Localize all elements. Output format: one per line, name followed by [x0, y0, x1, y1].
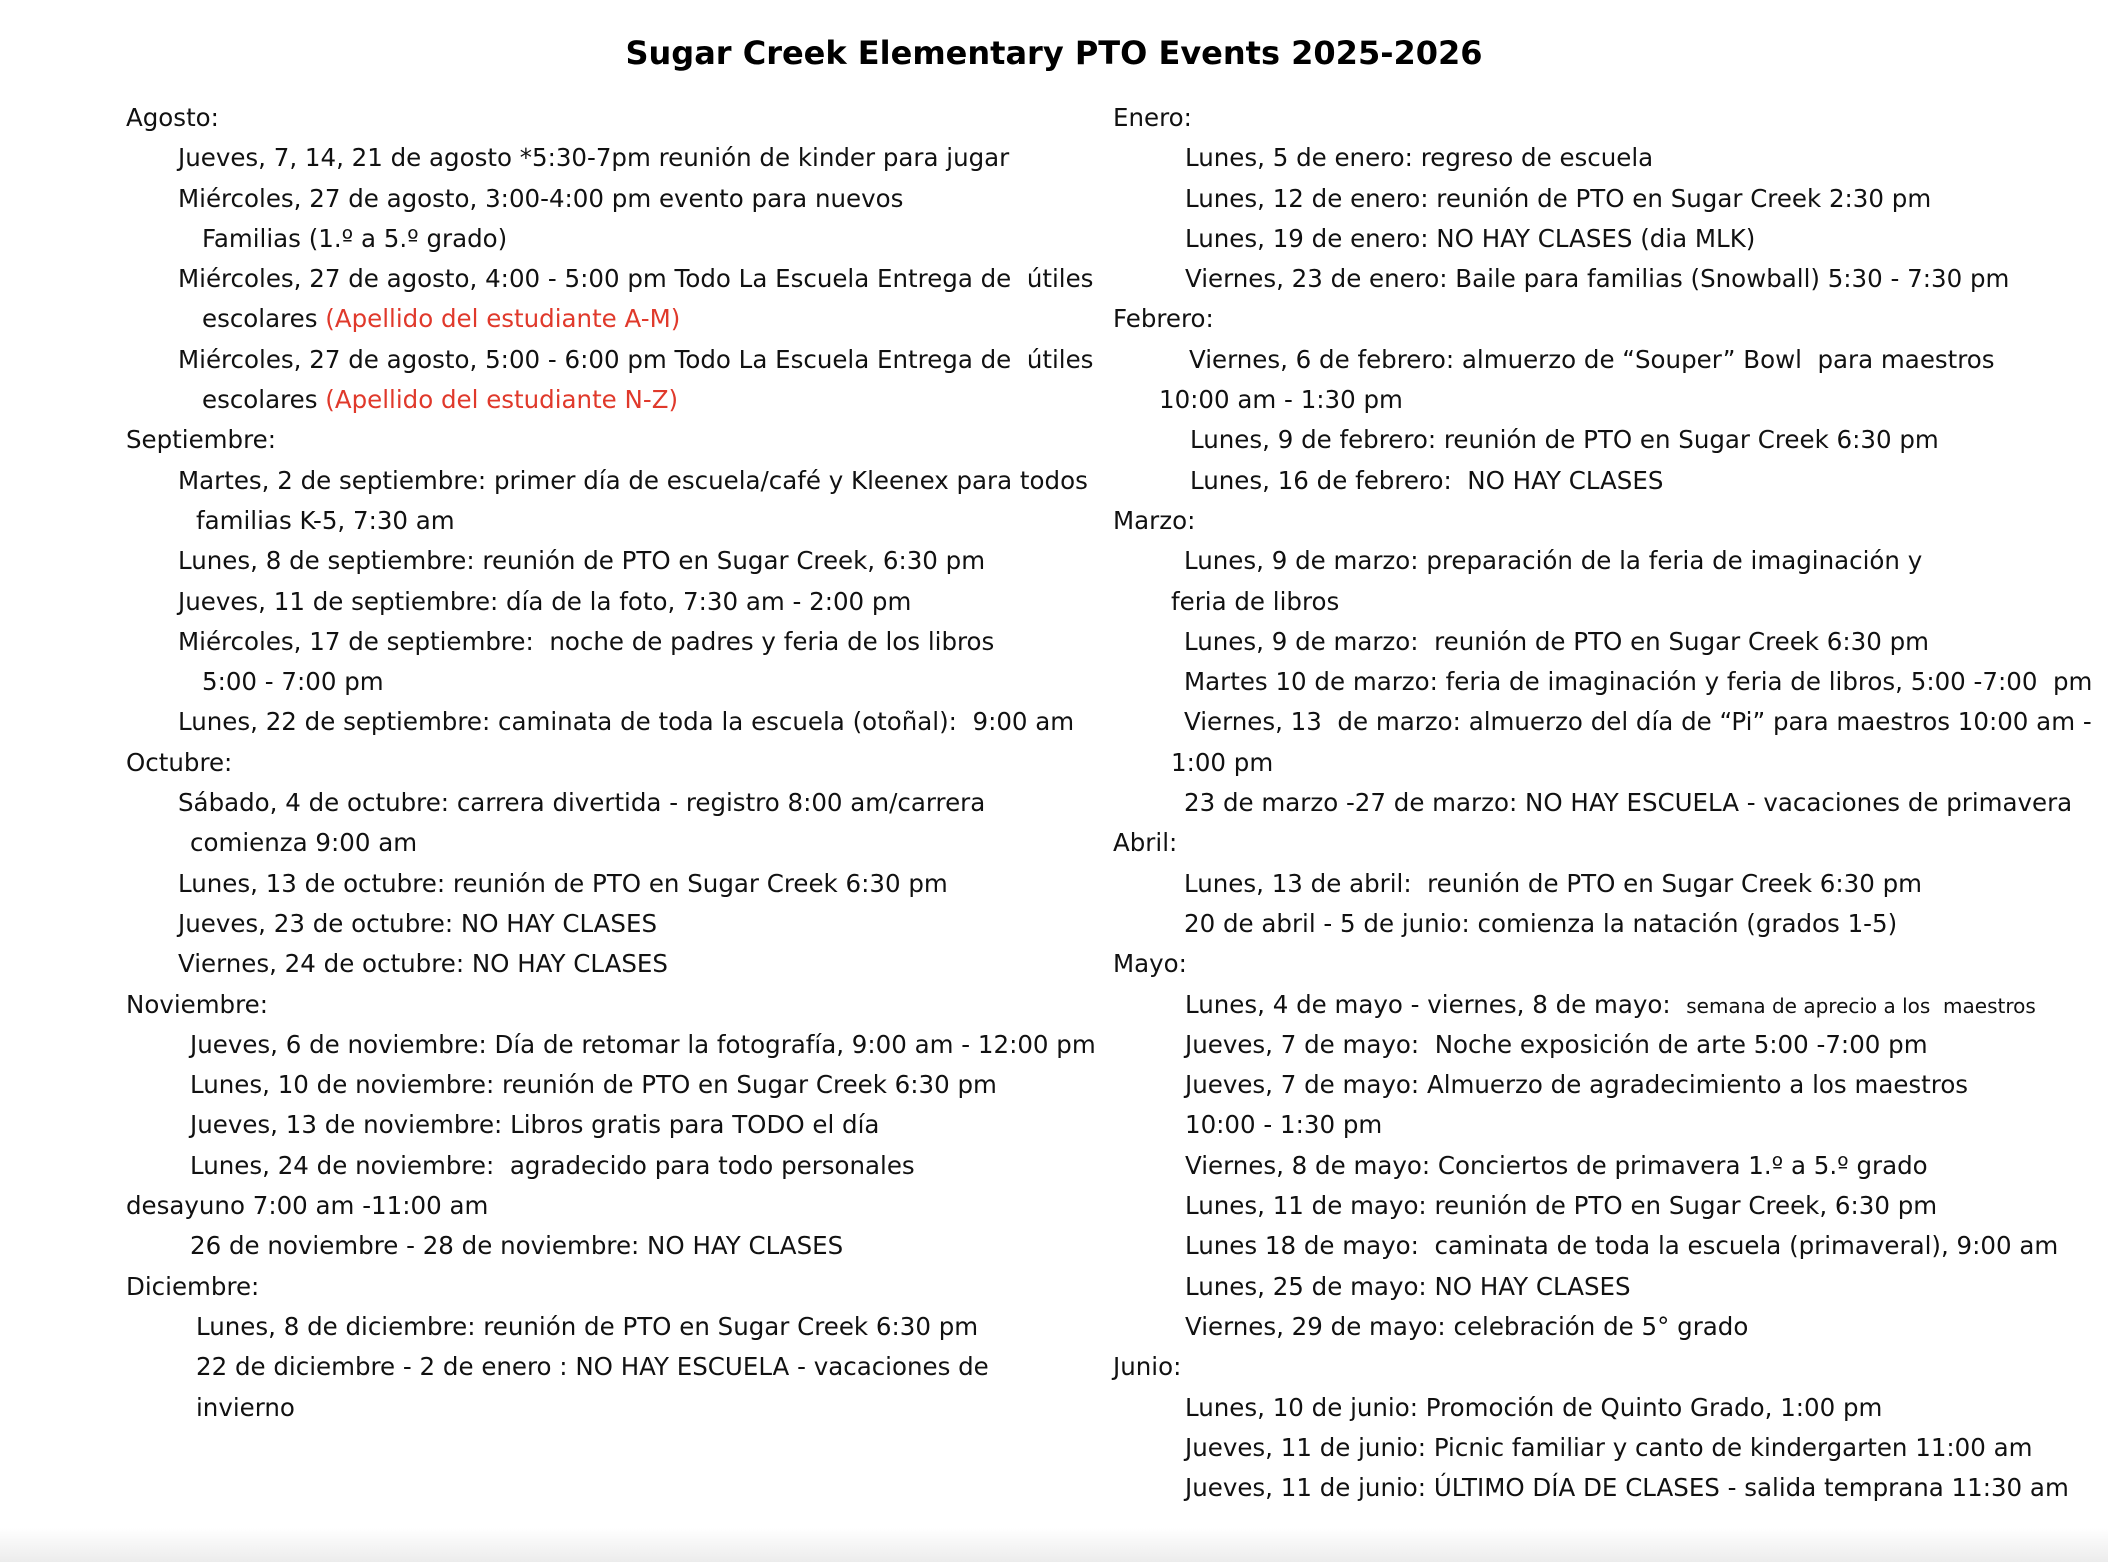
event-item-continuation: feria de libros: [1171, 586, 1340, 616]
event-item-continuation: 1:00 pm: [1171, 747, 1274, 777]
event-item: Miércoles, 27 de agosto, 5:00 - 6:00 pm Todo La Escuela Entrega de útiles: [178, 344, 1094, 374]
event-item: 22 de diciembre - 2 de enero : NO HAY ESCUELA - vacaciones de: [196, 1352, 989, 1382]
left-column: [126, 98, 1096, 1428]
event-item: Lunes 18 de mayo: caminata de toda la escuela (primaveral), 9:00 am: [1185, 1231, 2059, 1261]
event-item: Lunes, 16 de febrero: NO HAY CLASES: [1190, 465, 1664, 495]
event-item: 23 de marzo -27 de marzo: NO HAY ESCUELA - vacaciones de primavera: [1184, 788, 2073, 818]
event-item: Viernes, 13 de marzo: almuerzo del día de “Pi” para maestros 10:00 am -: [1184, 707, 2092, 737]
event-item: Miércoles, 17 de septiembre: noche de padres y feria de los libros: [178, 626, 995, 656]
event-item: Martes, 2 de septiembre: primer día de escuela/café y Kleenex para todos: [178, 465, 1088, 495]
event-item: Viernes, 8 de mayo: Conciertos de primavera 1.º a 5.º grado: [1185, 1150, 1928, 1180]
event-item: Jueves, 11 de septiembre: día de la foto, 7:30 am - 2:00 pm: [178, 586, 912, 616]
event-item: Lunes, 5 de enero: regreso de escuela: [1185, 143, 1654, 173]
event-item-continuation: Familias (1.º a 5.º grado): [202, 223, 508, 253]
highlight-text: (Apellido del estudiante N-Z): [325, 385, 679, 415]
event-item: Lunes, 24 de noviembre: agradecido para todo personales: [190, 1150, 915, 1180]
event-item-continuation: 5:00 - 7:00 pm: [202, 667, 384, 697]
event-item: Lunes, 13 de abril: reunión de PTO en Sugar Creek 6:30 pm: [1184, 868, 1923, 898]
event-item: Lunes, 25 de mayo: NO HAY CLASES: [1185, 1271, 1631, 1301]
month-heading-octubre: Octubre:: [126, 747, 233, 777]
event-item-continuation: [126, 299, 1086, 339]
viewer-bottom-edge: [0, 1528, 2108, 1562]
event-item: Lunes, 13 de octubre: reunión de PTO en Sugar Creek 6:30 pm: [178, 868, 948, 898]
event-item: Jueves, 6 de noviembre: Día de retomar la fotografía, 9:00 am - 12:00 pm: [190, 1029, 1096, 1059]
event-item: Lunes, 8 de diciembre: reunión de PTO en Sugar Creek 6:30 pm: [196, 1311, 979, 1341]
event-item: Viernes, 24 de octubre: NO HAY CLASES: [178, 949, 668, 979]
event-item: Jueves, 11 de junio: ÚLTIMO DÍA DE CLASES - salida temprana 11:30 am: [1185, 1473, 2069, 1503]
event-item: Jueves, 7, 14, 21 de agosto *5:30-7pm reunión de kinder para jugar: [178, 143, 1010, 173]
month-heading-mayo: Mayo:: [1113, 949, 1187, 979]
event-item: Jueves, 7 de mayo: Almuerzo de agradecimiento a los maestros: [1185, 1070, 1969, 1100]
event-item: Lunes, 11 de mayo: reunión de PTO en Sugar Creek, 6:30 pm: [1185, 1191, 1938, 1221]
event-item: Viernes, 23 de enero: Baile para familias (Snowball) 5:30 - 7:30 pm: [1185, 264, 2010, 294]
event-item-continuation: familias K-5, 7:30 am: [196, 505, 455, 535]
event-item: Viernes, 6 de febrero: almuerzo de “Souper” Bowl para maestros: [1189, 344, 1995, 374]
event-item: Lunes, 9 de febrero: reunión de PTO en Sugar Creek 6:30 pm: [1190, 425, 1939, 455]
event-item: Lunes, 12 de enero: reunión de PTO en Sugar Creek 2:30 pm: [1185, 183, 1932, 213]
month-heading-diciembre: Diciembre:: [126, 1271, 260, 1301]
event-text: escolares: [202, 385, 326, 415]
month-heading-noviembre: Noviembre:: [126, 989, 268, 1019]
event-text: escolares: [202, 304, 326, 334]
event-item: [1113, 985, 2098, 1025]
event-item: Miércoles, 27 de agosto, 4:00 - 5:00 pm Todo La Escuela Entrega de útiles: [178, 264, 1094, 294]
event-item: Lunes, 22 de septiembre: caminata de toda la escuela (otoñal): 9:00 am: [178, 707, 1075, 737]
right-column: [1113, 98, 2098, 1508]
event-item: 26 de noviembre - 28 de noviembre: NO HAY CLASES: [190, 1231, 844, 1261]
event-item: Lunes, 10 de junio: Promoción de Quinto Grado, 1:00 pm: [1185, 1392, 1883, 1422]
event-item: Jueves, 11 de junio: Picnic familiar y canto de kindergarten 11:00 am: [1185, 1432, 2033, 1462]
month-heading-marzo: Marzo:: [1113, 505, 1196, 535]
event-item: Lunes, 8 de septiembre: reunión de PTO en Sugar Creek, 6:30 pm: [178, 546, 986, 576]
event-item-continuation: desayuno 7:00 am -11:00 am: [126, 1191, 489, 1221]
event-item-continuation: invierno: [196, 1392, 295, 1422]
month-heading-junio: Junio:: [1113, 1352, 1182, 1382]
event-item: Jueves, 13 de noviembre: Libros gratis para TODO el día: [190, 1110, 880, 1140]
month-heading-abril: Abril:: [1113, 828, 1178, 858]
event-item-continuation: comienza 9:00 am: [190, 828, 418, 858]
event-item: Miércoles, 27 de agosto, 3:00-4:00 pm evento para nuevos: [178, 183, 904, 213]
event-item: Lunes, 10 de noviembre: reunión de PTO en Sugar Creek 6:30 pm: [190, 1070, 997, 1100]
month-heading-septiembre: Septiembre:: [126, 425, 276, 455]
event-item: Sábado, 4 de octubre: carrera divertida - registro 8:00 am/carrera: [178, 788, 986, 818]
event-item-continuation: [126, 380, 1086, 420]
event-item: Lunes, 9 de marzo: reunión de PTO en Sugar Creek 6:30 pm: [1184, 626, 1929, 656]
event-item: Lunes, 19 de enero: NO HAY CLASES (dia MLK): [1185, 223, 1756, 253]
event-item: Viernes, 29 de mayo: celebración de 5° grado: [1185, 1311, 1749, 1341]
event-item-continuation: 10:00 - 1:30 pm: [1185, 1110, 1383, 1140]
event-text: Lunes, 4 de mayo - viernes, 8 de mayo:: [1185, 989, 1687, 1019]
month-heading-agosto: Agosto:: [126, 103, 219, 132]
event-item: Lunes, 9 de marzo: preparación de la feria de imaginación y: [1184, 546, 1923, 576]
month-heading-enero: Enero:: [1113, 103, 1192, 132]
page-title: Sugar Creek Elementary PTO Events 2025-2026: [625, 34, 1483, 72]
event-item: 20 de abril - 5 de junio: comienza la natación (grados 1-5): [1184, 908, 1898, 938]
highlight-text: (Apellido del estudiante A-M): [325, 304, 681, 334]
event-item: Martes 10 de marzo: feria de imaginación y feria de libros, 5:00 -7:00 pm: [1184, 667, 2093, 697]
event-item: Jueves, 23 de octubre: NO HAY CLASES: [178, 908, 658, 938]
month-heading-febrero: Febrero:: [1113, 304, 1214, 334]
event-note-small: semana de aprecio a los maestros: [1686, 993, 2036, 1018]
event-item-continuation: 10:00 am - 1:30 pm: [1159, 385, 1403, 415]
event-item: Jueves, 7 de mayo: Noche exposición de arte 5:00 -7:00 pm: [1185, 1029, 1928, 1059]
